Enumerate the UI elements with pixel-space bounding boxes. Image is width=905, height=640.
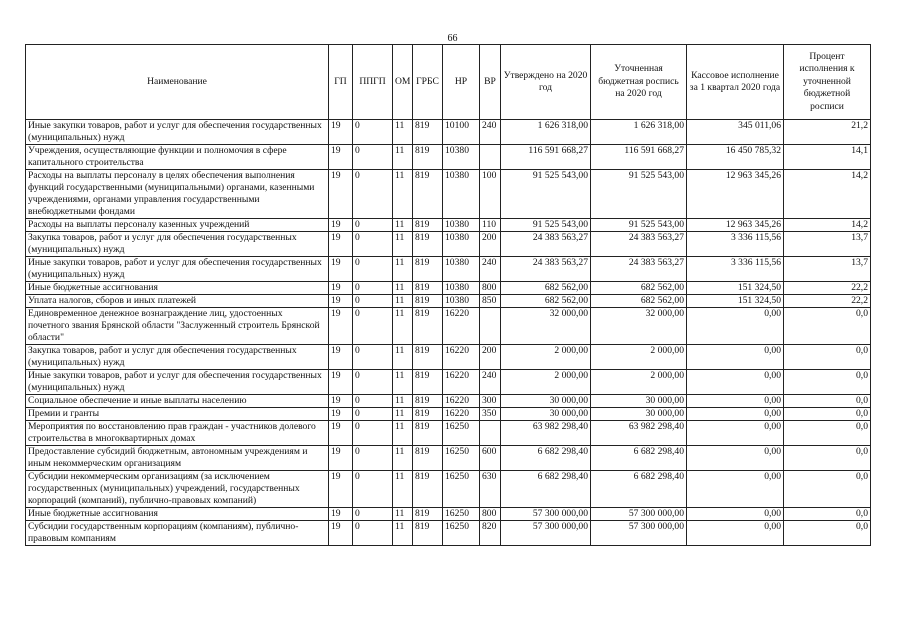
row-gp: 19	[329, 257, 353, 282]
row-ppgp: 0	[353, 408, 393, 421]
budget-table	[25, 44, 871, 546]
header-vr: ВР	[480, 45, 501, 120]
row-om: 11	[393, 471, 413, 508]
row-om: 11	[393, 219, 413, 232]
row-refined: 30 000,00	[591, 395, 687, 408]
row-percent: 13,7	[784, 257, 871, 282]
row-grbs: 819	[413, 370, 443, 395]
table-row	[26, 395, 871, 408]
row-approved: 91 525 543,00	[501, 170, 591, 219]
row-om: 11	[393, 421, 413, 446]
row-vr: 850	[480, 295, 501, 308]
table-row	[26, 421, 871, 446]
row-refined: 91 525 543,00	[591, 170, 687, 219]
row-refined: 116 591 668,27	[591, 145, 687, 170]
row-om: 11	[393, 395, 413, 408]
row-vr	[480, 308, 501, 345]
row-approved: 57 300 000,00	[501, 521, 591, 546]
row-percent: 21,2	[784, 120, 871, 145]
row-refined: 1 626 318,00	[591, 120, 687, 145]
row-grbs: 819	[413, 232, 443, 257]
row-refined: 63 982 298,40	[591, 421, 687, 446]
row-refined: 24 383 563,27	[591, 257, 687, 282]
row-approved: 6 682 298,40	[501, 446, 591, 471]
row-nr: 16220	[443, 395, 480, 408]
row-ppgp: 0	[353, 508, 393, 521]
row-cash: 0,00	[687, 408, 784, 421]
row-name: Иные закупки товаров, работ и услуг для обеспечения государственных (муниципальных) нужд	[26, 257, 329, 282]
row-grbs: 819	[413, 282, 443, 295]
row-cash: 0,00	[687, 508, 784, 521]
row-name: Субсидии государственным корпорациям (компаниям), публично-правовым компаниям	[26, 521, 329, 546]
row-grbs: 819	[413, 308, 443, 345]
row-om: 11	[393, 257, 413, 282]
row-approved: 682 562,00	[501, 295, 591, 308]
row-nr: 10380	[443, 282, 480, 295]
row-ppgp: 0	[353, 257, 393, 282]
row-grbs: 819	[413, 295, 443, 308]
row-grbs: 819	[413, 508, 443, 521]
row-grbs: 819	[413, 120, 443, 145]
row-name: Мероприятия по восстановлению прав граждан - участников долевого строительства в многоквартирных домах	[26, 421, 329, 446]
row-ppgp: 0	[353, 521, 393, 546]
row-grbs: 819	[413, 521, 443, 546]
row-vr: 350	[480, 408, 501, 421]
row-approved: 682 562,00	[501, 282, 591, 295]
table-row	[26, 282, 871, 295]
row-refined: 6 682 298,40	[591, 471, 687, 508]
row-gp: 19	[329, 408, 353, 421]
row-cash: 0,00	[687, 421, 784, 446]
row-nr: 16250	[443, 508, 480, 521]
header-grbs: ГРБС	[413, 45, 443, 120]
row-ppgp: 0	[353, 282, 393, 295]
row-percent: 0,0	[784, 421, 871, 446]
row-percent: 0,0	[784, 508, 871, 521]
row-cash: 0,00	[687, 446, 784, 471]
row-vr: 800	[480, 282, 501, 295]
row-approved: 2 000,00	[501, 345, 591, 370]
row-gp: 19	[329, 345, 353, 370]
table-row	[26, 345, 871, 370]
row-approved: 116 591 668,27	[501, 145, 591, 170]
row-percent: 0,0	[784, 471, 871, 508]
row-percent: 14,1	[784, 145, 871, 170]
table-row	[26, 471, 871, 508]
row-grbs: 819	[413, 421, 443, 446]
row-refined: 24 383 563,27	[591, 232, 687, 257]
row-cash: 12 963 345,26	[687, 219, 784, 232]
row-nr: 10100	[443, 120, 480, 145]
row-grbs: 819	[413, 257, 443, 282]
row-vr: 240	[480, 257, 501, 282]
table-row	[26, 308, 871, 345]
row-name: Единовременное денежное вознаграждение лиц, удостоенных почетного звания Брянской области "Заслуженный строитель Брянской области"	[26, 308, 329, 345]
row-name: Иные закупки товаров, работ и услуг для обеспечения государственных (муниципальных) нужд	[26, 370, 329, 395]
row-om: 11	[393, 521, 413, 546]
header-refined: Уточненная бюджетная роспись на 2020 год	[591, 45, 687, 120]
row-percent: 0,0	[784, 521, 871, 546]
row-nr: 10380	[443, 145, 480, 170]
row-gp: 19	[329, 145, 353, 170]
row-cash: 0,00	[687, 395, 784, 408]
row-cash: 151 324,50	[687, 295, 784, 308]
row-approved: 6 682 298,40	[501, 471, 591, 508]
row-ppgp: 0	[353, 219, 393, 232]
row-om: 11	[393, 345, 413, 370]
row-percent: 13,7	[784, 232, 871, 257]
row-cash: 3 336 115,56	[687, 257, 784, 282]
row-ppgp: 0	[353, 446, 393, 471]
row-gp: 19	[329, 219, 353, 232]
row-approved: 1 626 318,00	[501, 120, 591, 145]
row-vr: 600	[480, 446, 501, 471]
row-name: Закупка товаров, работ и услуг для обеспечения государственных (муниципальных) нужд	[26, 232, 329, 257]
row-gp: 19	[329, 395, 353, 408]
row-percent: 0,0	[784, 395, 871, 408]
table-row	[26, 408, 871, 421]
row-om: 11	[393, 408, 413, 421]
row-om: 11	[393, 308, 413, 345]
row-vr: 630	[480, 471, 501, 508]
header-ppgp: ППГП	[353, 45, 393, 120]
row-grbs: 819	[413, 446, 443, 471]
row-nr: 16250	[443, 446, 480, 471]
row-ppgp: 0	[353, 345, 393, 370]
row-refined: 57 300 000,00	[591, 508, 687, 521]
table-row	[26, 257, 871, 282]
row-gp: 19	[329, 508, 353, 521]
row-cash: 3 336 115,56	[687, 232, 784, 257]
row-approved: 24 383 563,27	[501, 232, 591, 257]
row-refined: 57 300 000,00	[591, 521, 687, 546]
row-cash: 0,00	[687, 471, 784, 508]
row-ppgp: 0	[353, 232, 393, 257]
row-gp: 19	[329, 232, 353, 257]
header-om: ОМ	[393, 45, 413, 120]
row-percent: 22,2	[784, 282, 871, 295]
row-approved: 30 000,00	[501, 395, 591, 408]
row-ppgp: 0	[353, 120, 393, 145]
row-cash: 151 324,50	[687, 282, 784, 295]
row-grbs: 819	[413, 170, 443, 219]
table-row	[26, 145, 871, 170]
row-cash: 345 011,06	[687, 120, 784, 145]
row-approved: 91 525 543,00	[501, 219, 591, 232]
row-om: 11	[393, 508, 413, 521]
row-om: 11	[393, 120, 413, 145]
header-approved: Утверждено на 2020 год	[501, 45, 591, 120]
row-name: Иные закупки товаров, работ и услуг для обеспечения государственных (муниципальных) нужд	[26, 120, 329, 145]
row-nr: 16220	[443, 408, 480, 421]
table-row	[26, 232, 871, 257]
row-approved: 57 300 000,00	[501, 508, 591, 521]
row-approved: 63 982 298,40	[501, 421, 591, 446]
row-refined: 91 525 543,00	[591, 219, 687, 232]
row-cash: 16 450 785,32	[687, 145, 784, 170]
row-percent: 0,0	[784, 345, 871, 370]
row-om: 11	[393, 295, 413, 308]
table-row	[26, 446, 871, 471]
row-ppgp: 0	[353, 395, 393, 408]
row-grbs: 819	[413, 408, 443, 421]
row-vr	[480, 145, 501, 170]
row-nr: 16220	[443, 345, 480, 370]
table-row	[26, 170, 871, 219]
row-gp: 19	[329, 370, 353, 395]
row-refined: 30 000,00	[591, 408, 687, 421]
row-vr: 240	[480, 370, 501, 395]
row-grbs: 819	[413, 345, 443, 370]
row-name: Социальное обеспечение и иные выплаты населению	[26, 395, 329, 408]
row-nr: 10380	[443, 170, 480, 219]
row-nr: 16250	[443, 471, 480, 508]
row-refined: 682 562,00	[591, 282, 687, 295]
header-name: Наименование	[26, 45, 329, 120]
row-approved: 2 000,00	[501, 370, 591, 395]
row-nr: 16250	[443, 421, 480, 446]
row-grbs: 819	[413, 471, 443, 508]
row-grbs: 819	[413, 219, 443, 232]
row-gp: 19	[329, 170, 353, 219]
row-gp: 19	[329, 308, 353, 345]
row-nr: 10380	[443, 295, 480, 308]
row-cash: 12 963 345,26	[687, 170, 784, 219]
page-number: 66	[447, 33, 458, 44]
table-row	[26, 508, 871, 521]
row-name: Расходы на выплаты персоналу казенных учреждений	[26, 219, 329, 232]
row-vr: 100	[480, 170, 501, 219]
row-name: Субсидии некоммерческим организациям (за исключением государственных (муниципальных) учреждений, государственных корпораций (компаний), публично-правовых компаний)	[26, 471, 329, 508]
row-name: Закупка товаров, работ и услуг для обеспечения государственных (муниципальных) нужд	[26, 345, 329, 370]
row-nr: 16220	[443, 370, 480, 395]
row-om: 11	[393, 232, 413, 257]
row-gp: 19	[329, 421, 353, 446]
row-cash: 0,00	[687, 308, 784, 345]
header-nr: НР	[443, 45, 480, 120]
row-vr: 110	[480, 219, 501, 232]
row-refined: 32 000,00	[591, 308, 687, 345]
row-percent: 22,2	[784, 295, 871, 308]
row-refined: 2 000,00	[591, 345, 687, 370]
row-vr: 820	[480, 521, 501, 546]
row-cash: 0,00	[687, 345, 784, 370]
row-ppgp: 0	[353, 308, 393, 345]
row-percent: 0,0	[784, 408, 871, 421]
table-row	[26, 295, 871, 308]
row-nr: 16220	[443, 308, 480, 345]
row-om: 11	[393, 145, 413, 170]
row-vr	[480, 421, 501, 446]
row-ppgp: 0	[353, 145, 393, 170]
row-vr: 800	[480, 508, 501, 521]
row-vr: 240	[480, 120, 501, 145]
row-nr: 16250	[443, 521, 480, 546]
row-cash: 0,00	[687, 521, 784, 546]
table-row	[26, 521, 871, 546]
row-gp: 19	[329, 120, 353, 145]
row-ppgp: 0	[353, 471, 393, 508]
row-refined: 2 000,00	[591, 370, 687, 395]
row-gp: 19	[329, 446, 353, 471]
row-vr: 200	[480, 345, 501, 370]
row-nr: 10380	[443, 232, 480, 257]
row-gp: 19	[329, 282, 353, 295]
row-approved: 30 000,00	[501, 408, 591, 421]
row-ppgp: 0	[353, 170, 393, 219]
row-gp: 19	[329, 471, 353, 508]
row-approved: 32 000,00	[501, 308, 591, 345]
header-gp: ГП	[329, 45, 353, 120]
row-om: 11	[393, 170, 413, 219]
row-name: Премии и гранты	[26, 408, 329, 421]
row-nr: 10380	[443, 257, 480, 282]
row-om: 11	[393, 446, 413, 471]
header-percent: Процент исполнения к уточненной бюджетной росписи	[784, 45, 871, 120]
row-name: Уплата налогов, сборов и иных платежей	[26, 295, 329, 308]
row-percent: 14,2	[784, 170, 871, 219]
row-gp: 19	[329, 295, 353, 308]
row-refined: 682 562,00	[591, 295, 687, 308]
row-om: 11	[393, 370, 413, 395]
row-percent: 0,0	[784, 370, 871, 395]
table-row	[26, 370, 871, 395]
row-approved: 24 383 563,27	[501, 257, 591, 282]
row-ppgp: 0	[353, 421, 393, 446]
row-name: Иные бюджетные ассигнования	[26, 282, 329, 295]
header-cash: Кассовое исполнение за 1 квартал 2020 года	[687, 45, 784, 120]
row-name: Учреждения, осуществляющие функции и полномочия в сфере капитального строительства	[26, 145, 329, 170]
row-percent: 0,0	[784, 446, 871, 471]
table-row	[26, 219, 871, 232]
row-name: Предоставление субсидий бюджетным, автономным учреждениям и иным некоммерческим организациям	[26, 446, 329, 471]
row-refined: 6 682 298,40	[591, 446, 687, 471]
row-name: Иные бюджетные ассигнования	[26, 508, 329, 521]
row-nr: 10380	[443, 219, 480, 232]
row-vr: 200	[480, 232, 501, 257]
row-om: 11	[393, 282, 413, 295]
row-cash: 0,00	[687, 370, 784, 395]
header-row	[26, 45, 871, 120]
row-ppgp: 0	[353, 295, 393, 308]
row-grbs: 819	[413, 145, 443, 170]
row-name: Расходы на выплаты персоналу в целях обеспечения выполнения функций государственными (муниципальными) органами, казенными учреждениями, органами управления государственными внебюджетными фондами	[26, 170, 329, 219]
row-grbs: 819	[413, 395, 443, 408]
row-vr: 300	[480, 395, 501, 408]
row-percent: 14,2	[784, 219, 871, 232]
row-ppgp: 0	[353, 370, 393, 395]
table-row	[26, 120, 871, 145]
row-gp: 19	[329, 521, 353, 546]
row-percent: 0,0	[784, 308, 871, 345]
